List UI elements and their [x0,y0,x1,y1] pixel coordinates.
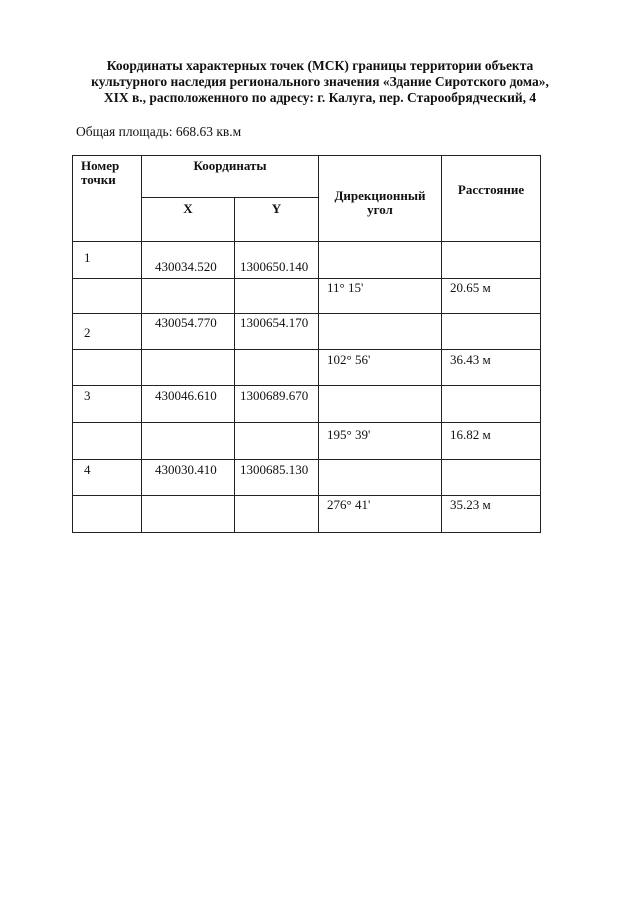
empty-cell [442,242,541,279]
direction-angle-cell: 11° 15' [319,279,442,314]
y-cell: 1300685.130 [235,460,319,496]
header-distance: Расстояние [442,156,541,242]
table-row-segment [73,350,541,386]
empty-cell [235,350,319,386]
table-row-segment [73,279,541,314]
table-row-segment [73,423,541,460]
empty-cell [442,314,541,350]
table-row-point [73,242,541,279]
direction-angle-cell: 102° 56' [319,350,442,386]
header-y: Y [235,198,319,242]
direction-angle-cell: 195° 39' [319,423,442,460]
title-line-2: культурного наследия регионального значения «Здание Сиротского дома», [91,74,549,89]
distance-cell: 35.23 м [442,496,541,533]
empty-cell [319,386,442,423]
empty-cell [235,496,319,533]
distance-cell: 20.65 м [442,279,541,314]
header-direction-angle: Дирекционный угол [319,156,442,242]
empty-cell [142,350,235,386]
point-number-cell: 4 [73,460,142,496]
empty-cell [142,496,235,533]
point-number-cell: 2 [73,314,142,350]
header-coordinates: Координаты [142,156,319,198]
point-number-cell: 1 [73,242,142,279]
table-row-point [73,314,541,350]
y-cell: 1300654.170 [235,314,319,350]
x-cell: 430046.610 [142,386,235,423]
empty-cell [235,279,319,314]
empty-cell [442,386,541,423]
title-line-1: Координаты характерных точек (МСК) границы территории объекта [106,58,534,73]
empty-cell [442,460,541,496]
empty-cell [73,350,142,386]
table-row-segment [73,496,541,533]
empty-cell [235,423,319,460]
direction-angle-cell: 276° 41' [319,496,442,533]
total-area: Общая площадь: 668.63 кв.м [76,124,242,139]
header-x: X [142,198,235,242]
empty-cell [73,496,142,533]
empty-cell [142,279,235,314]
distance-cell: 36.43 м [442,350,541,386]
coordinates-table [72,155,541,533]
point-number-cell: 3 [73,386,142,423]
empty-cell [319,314,442,350]
title-line-3: XIX в., расположенного по адресу: г. Калуга, пер. Старообрядческий, 4 [103,90,537,105]
empty-cell [319,242,442,279]
empty-cell [73,279,142,314]
y-cell: 1300650.140 [235,242,319,279]
table-row-point [73,460,541,496]
empty-cell [142,423,235,460]
table-row-point [73,386,541,423]
empty-cell [73,423,142,460]
y-cell: 1300689.670 [235,386,319,423]
distance-cell: 16.82 м [442,423,541,460]
x-cell: 430030.410 [142,460,235,496]
x-cell: 430034.520 [142,242,235,279]
empty-cell [319,460,442,496]
header-point-number: Номер точки [73,156,142,242]
x-cell: 430054.770 [142,314,235,350]
document-title [60,58,580,106]
